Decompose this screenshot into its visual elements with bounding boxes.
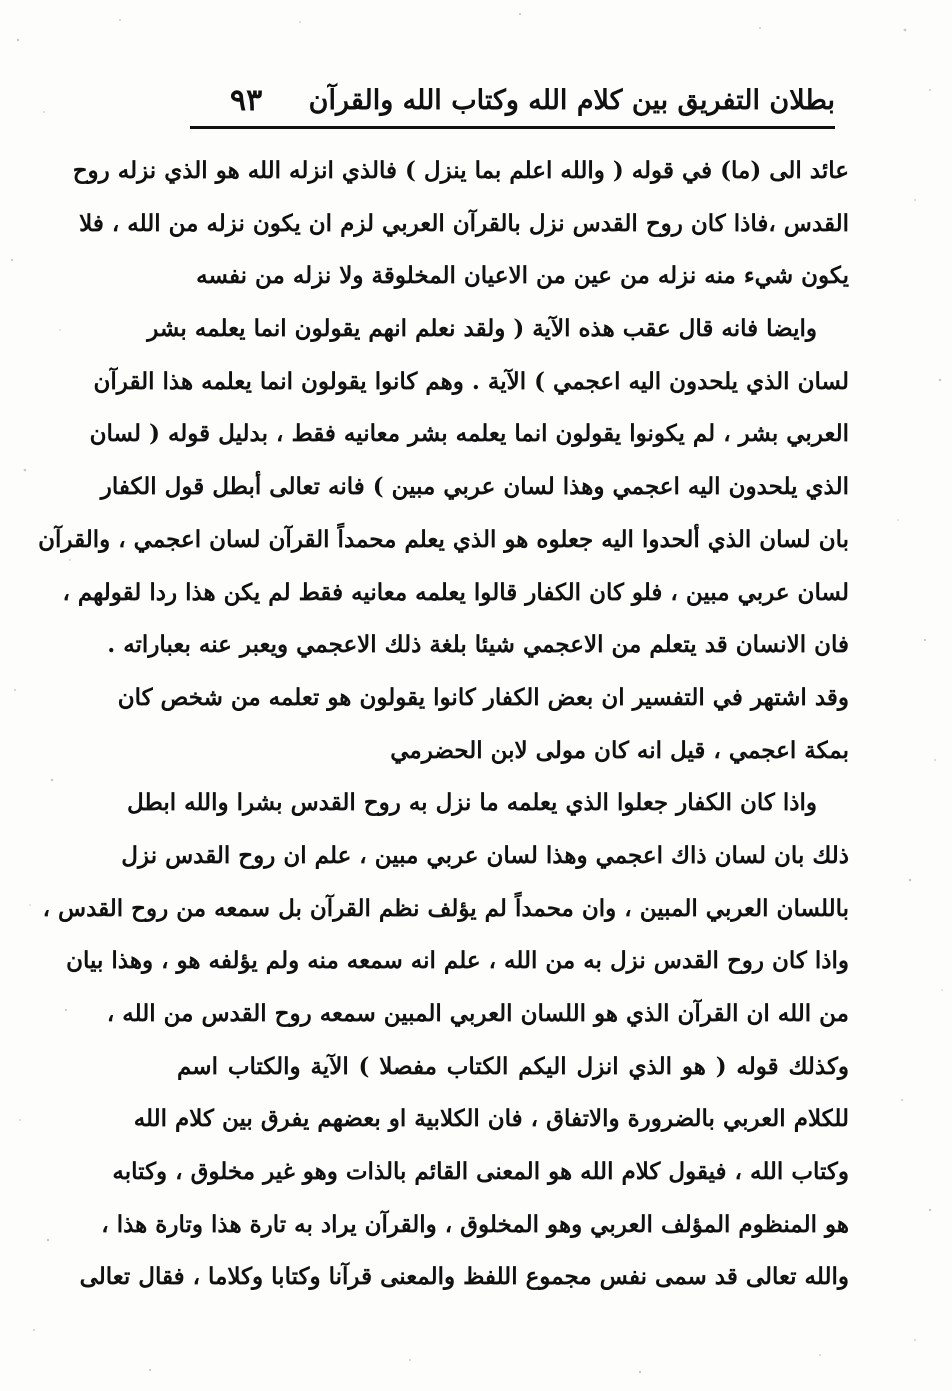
text-line: باللسان العربي المبين ، وان محمداً لم يؤلف نظم القرآن بل سمعه من روح القدس ، (42, 894, 849, 922)
text-line: والله تعالى قد سمى نفس مجموع اللفظ والمعنى قرآنا وكتابا وكلاما ، فقال تعالى (79, 1263, 849, 1291)
text-line: ذلك بان لسان ذاك اعجمي وهذا لسان عربي مبين ، علم ان روح القدس نزل (121, 841, 849, 869)
running-title: بطلان التفريق بين كلام الله وكتاب الله والقرآن (308, 85, 835, 116)
text-line: وقد اشتهر في التفسير ان بعض الكفار كانوا يقولون هو تعلمه من شخص كان (117, 683, 849, 711)
text-line: العربي بشر ، لم يكونوا يقولون انما يعلمه بشر معانيه فقط ، بدليل قوله ( لسان (89, 420, 849, 448)
text-line: عائد الى (ما) في قوله ( والله اعلم بما ينزل ) فالذي انزله الله هو الذي نزله روح (72, 157, 849, 184)
text-line: فان الانسان قد يتعلم من الاعجمي شيئا بلغة ذلك الاعجمي ويعبر عنه بعباراته . (107, 631, 849, 659)
text-line: يكون شيء منه نزله من عين من الاعيان المخلوقة ولا نزله من نفسه (196, 262, 849, 290)
text-line: هو المنظوم المؤلف العربي وهو المخلوق ، والقرآن يراد به تارة هذا وتارة هذا ، (101, 1210, 849, 1238)
header-rule (190, 126, 835, 129)
page-header (190, 78, 835, 124)
text-line: بمكة اعجمي ، قيل انه كان مولى لابن الحضرمي (390, 736, 849, 764)
page-number: ٩٣ (230, 83, 263, 118)
text-line: لسان عربي مبين ، فلو كان الكفار قالوا يعلمه معانيه فقط لم يكن هذا ردا لقولهم ، (62, 578, 849, 606)
text-line: بان لسان الذي ألحدوا اليه جعلوه هو الذي يعلم محمداً القرآن لسان اعجمي ، والقرآن (38, 525, 849, 553)
body-text (38, 145, 849, 1304)
text-line: للكلام العربي بالضرورة والاتفاق ، فان الكلابية او بعضهم يفرق بين كلام الله (133, 1105, 849, 1133)
text-line: لسان الذي يلحدون اليه اعجمي ) الآية . وهم كانوا يقولون انما يعلمه هذا القرآن (93, 367, 849, 395)
text-line: واذا كان الكفار جعلوا الذي يعلمه ما نزل به روح القدس بشرا والله ابطل (127, 789, 817, 817)
text-line: وايضا فانه قال عقب هذه الآية ( ولقد نعلم انهم يقولون انما يعلمه بشر (147, 315, 817, 343)
text-line: الذي يلحدون اليه اعجمي وهذا لسان عربي مبين ) فانه تعالى أبطل قول الكفار (100, 473, 849, 501)
text-line: من الله ان القرآن الذي هو اللسان العربي المبين سمعه روح القدس من الله ، (106, 1000, 849, 1027)
text-line: واذا كان روح القدس نزل به من الله ، علم انه سمعه منه ولم يؤلفه هو ، وهذا بيان (66, 947, 849, 975)
text-line: القدس ،فاذا كان روح القدس نزل بالقرآن العربي لزم ان يكون نزله من الله ، فلا (79, 209, 849, 237)
text-line: وكتاب الله ، فيقول كلام الله هو المعنى القائم بالذات وهو غير مخلوق ، وكتابه (112, 1158, 849, 1186)
text-line: وكذلك قوله ( هو الذي انزل اليكم الكتاب مفصلا ) الآية والكتاب اسم (177, 1052, 849, 1080)
